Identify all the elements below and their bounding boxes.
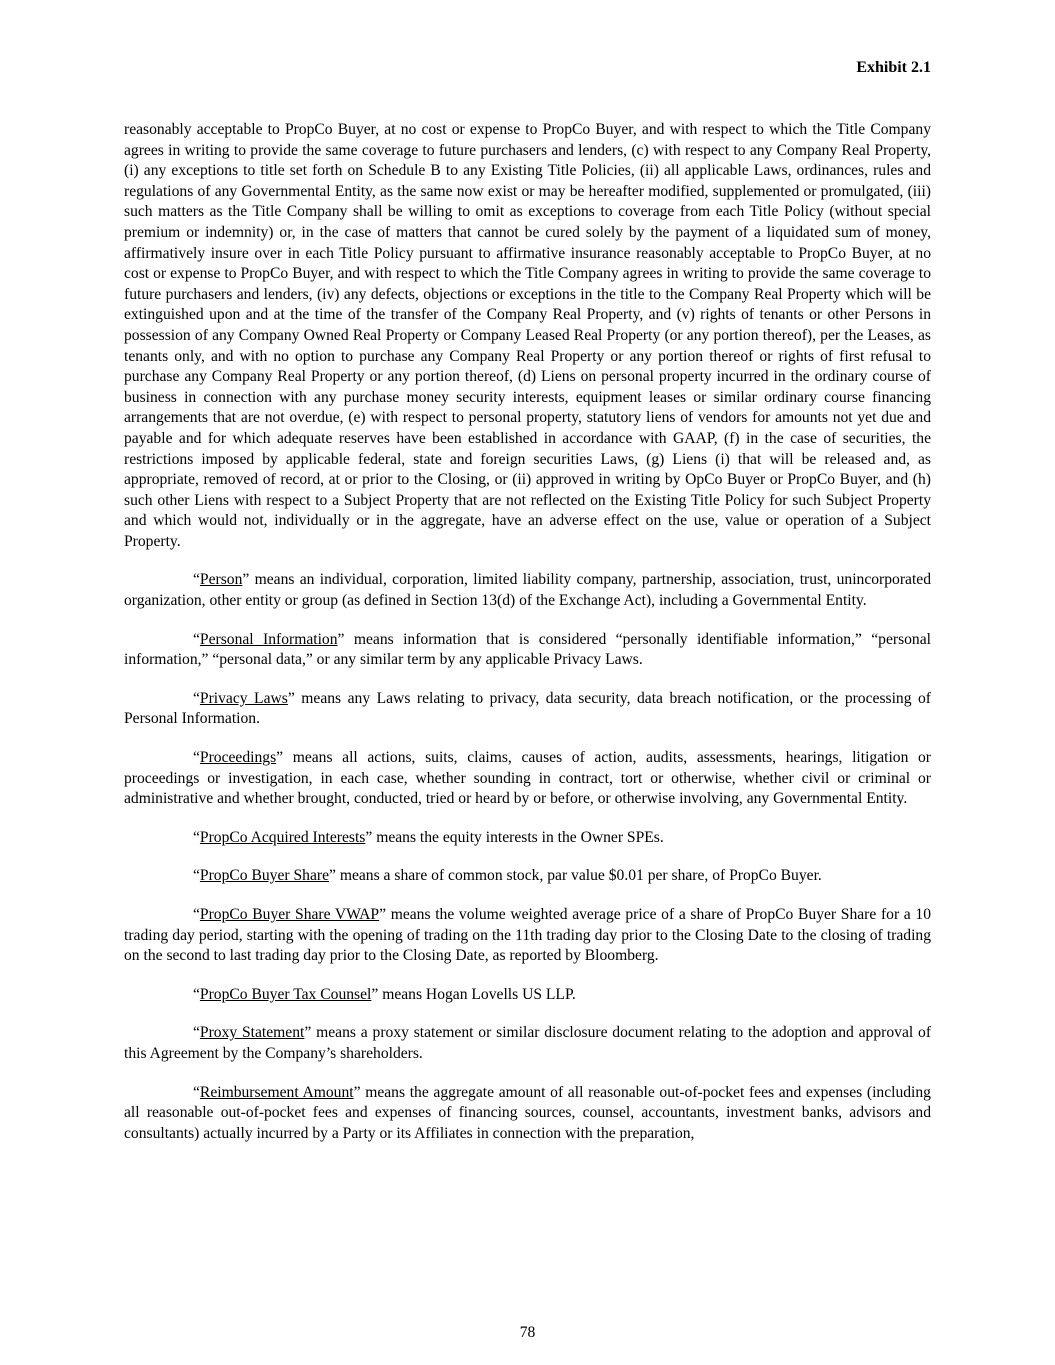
- definition-text: ” means the equity interests in the Owner SPEs.: [365, 828, 664, 846]
- document-body: [124, 120, 931, 1144]
- definition-proceedings: “Proceedings” means all actions, suits, claims, causes of action, audits, assessments, hearings, litigation or proceedings or investigation, in each case, whether sounding in contract, tort or otherwise, whether civil or criminal or administrative and whether brought, conducted, tried or heard by or before, or otherwise involving, any Governmental Entity.: [124, 749, 931, 808]
- page-number: 78: [519, 1324, 536, 1341]
- continuation-paragraph: reasonably acceptable to PropCo Buyer, at no cost or expense to PropCo Buyer, and with respect to which the Title Company agrees in writing to provide the same coverage to future purchasers and lenders, (c) with respect to any Company Real Property, (i) any exceptions to title set forth on Schedule B to any Existing Title Policies, (ii) all applicable Laws, ordinances, rules and regulations of any Governmental Entity, as the same now exist or may be hereafter modified, supplemented or promulgated, (iii) such matters as the Title Company shall be willing to omit as exceptions to coverage from each Title Policy (without special premium or indemnity) or, in the case of matters that cannot be cured solely by the payment of a liquidated sum of money, affirmatively insure over in each Title Policy pursuant to affirmative insurance reasonably acceptable to PropCo Buyer, at no cost or expense to PropCo Buyer, and with respect to which the Title Company agrees in writing to provide the same coverage to future purchasers and lenders, (iv) any defects, objections or exceptions in the title to the Company Real Property which will be extinguished upon and at the time of the transfer of the Company Real Property, and (v) rights of tenants or other Persons in possession of any Company Owned Real Property or Company Leased Real Property (or any portion thereof), per the Leases, as tenants only, and with no option to purchase any Company Real Property or any portion thereof or rights of first refusal to purchase any Company Real Property or any portion thereof, (d) Liens on personal property incurred in the ordinary course of business in connection with any purchase money security interests, equipment leases or similar ordinary course financing arrangements that are not overdue, (e) with respect to personal property, statutory liens of vendors for amounts not yet due and payable and for which adequate reserves have been established in accordance with GAAP, (f) in the case of securities, the restrictions imposed by applicable federal, state and foreign securities Laws, (g) Liens (i) that will be released and, as appropriate, removed of record, at or prior to the Closing, or (ii) approved in writing by OpCo Buyer or PropCo Buyer, and (h) such other Liens with respect to a Subject Property that are not reflected on the Existing Title Policy for such Subject Property and which would not, individually or in the aggregate, have an adverse effect on the use, value or operation of a Subject Property.: [124, 121, 931, 550]
- defined-term: Reimbursement Amount: [199, 1083, 354, 1101]
- definition-text: ” means an individual, corporation, limited liability company, partnership, association, trust, unincorporated organization, other entity or group (as defined in Section 13(d) of the Exchange Act), including a Governmental Entity.: [124, 571, 931, 610]
- defined-term: PropCo Buyer Share: [199, 867, 329, 885]
- definition-propco-acquired-interests: “PropCo Acquired Interests” means the equity interests in the Owner SPEs.: [193, 828, 664, 846]
- definition-privacy-laws: “Privacy Laws” means any Laws relating to privacy, data security, data breach notification, or the processing of Personal Information.: [124, 689, 931, 728]
- defined-term: Person: [199, 571, 243, 589]
- definition-text: ” means all actions, suits, claims, causes of action, audits, assessments, hearings, litigation or proceedings or investigation, in each case, whether sounding in contract, tort or otherwise, whether civil or criminal or administrative and whether brought, conducted, tried or heard by or before, or otherwise involving, any Governmental Entity.: [124, 749, 931, 808]
- definition-text: ” means Hogan Lovells US LLP.: [371, 985, 576, 1003]
- defined-term: Proxy Statement: [199, 1024, 305, 1042]
- definition-text: ” means the volume weighted average price of a share of PropCo Buyer Share for a 10 trading day period, starting with the opening of trading on the 11th trading day prior to the Closing Date to the closing of trading on the second to last trading day prior to the Closing Date, as reported by Bloomberg.: [124, 906, 931, 965]
- definition-propco-buyer-share: “PropCo Buyer Share” means a share of common stock, par value $0.01 per share, of PropCo Buyer.: [193, 867, 822, 885]
- definition-text: ” means a share of common stock, par value $0.01 per share, of PropCo Buyer.: [329, 867, 822, 885]
- exhibit-label: Exhibit 2.1: [856, 59, 931, 76]
- definition-reimbursement-amount: “Reimbursement Amount” means the aggregate amount of all reasonable out-of-pocket fees and expenses (including all reasonable out-of-pocket fees and expenses of financing sources, counsel, accountants, investment banks, advisors and consultants) actually incurred by a Party or its Affiliates in connection with the preparation,: [124, 1083, 931, 1142]
- definition-propco-buyer-tax-counsel: “PropCo Buyer Tax Counsel” means Hogan Lovells US LLP.: [193, 985, 576, 1003]
- defined-term: Privacy Laws: [199, 689, 288, 707]
- definition-person: “Person” means an individual, corporation, limited liability company, partnership, association, trust, unincorporated organization, other entity or group (as defined in Section 13(d) of the Exchange Act), including a Governmental Entity.: [124, 571, 931, 610]
- definition-text: ” means the aggregate amount of all reasonable out-of-pocket fees and expenses (including all reasonable out-of-pocket fees and expenses of financing sources, counsel, accountants, investment banks, advisors and consultants) actually incurred by a Party or its Affiliates in connection with the preparation,: [124, 1083, 931, 1142]
- definition-personal-information: “Personal Information” means information that is considered “personally identifiable information,” “personal information,” “personal data,” or any similar term by any applicable Privacy Laws.: [124, 630, 931, 669]
- defined-term: Personal Information: [199, 630, 338, 648]
- definition-proxy-statement: “Proxy Statement” means a proxy statement or similar disclosure document relating to the adoption and approval of this Agreement by the Company’s shareholders.: [124, 1024, 932, 1062]
- defined-term: Proceedings: [199, 749, 277, 767]
- definition-text: ” means information that is considered “personally identifiable information,” “personal information,” “personal data,” or any similar term by any applicable Privacy Laws.: [124, 630, 931, 669]
- definition-propco-buyer-share-vwap: “PropCo Buyer Share VWAP” means the volume weighted average price of a share of PropCo Buyer Share for a 10 trading day period, starting with the opening of trading on the 11th trading day prior to the Closing Date to the closing of trading on the second to last trading day prior to the Closing Date, as reported by Bloomberg.: [124, 906, 931, 965]
- defined-term: PropCo Buyer Tax Counsel: [199, 985, 372, 1003]
- defined-term: PropCo Buyer Share VWAP: [199, 906, 380, 923]
- definition-text: ” means a proxy statement or similar disclosure document relating to the adoption and approval of this Agreement by the Company’s shareholders.: [124, 1024, 932, 1062]
- definition-text: ” means any Laws relating to privacy, data security, data breach notification, or the processing of Personal Information.: [124, 689, 931, 728]
- defined-term: PropCo Acquired Interests: [199, 828, 366, 846]
